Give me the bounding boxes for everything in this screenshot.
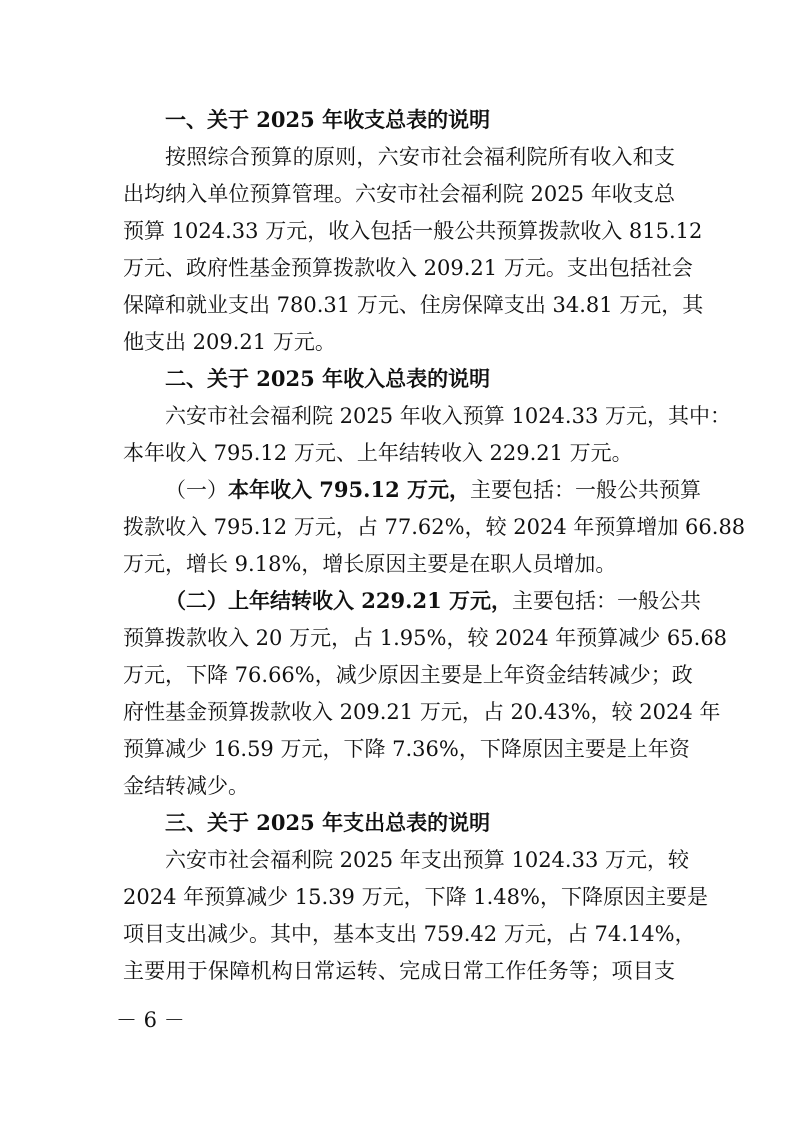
- page-number: － 6 －: [116, 1008, 185, 1032]
- paragraph-line: 拨款收入 795.12 万元，占 77.62%，较 2024 年预算增加 66.88: [123, 515, 746, 539]
- paragraph-line: 他支出 209.21 万元。: [123, 330, 336, 354]
- section-heading-2: 二、关于 2025 年收入总表的说明: [165, 366, 491, 391]
- paragraph-line: 保障和就业支出 780.31 万元、住房保障支出 34.81 万元，其: [123, 293, 704, 317]
- paragraph-line: 2024 年预算减少 15.39 万元，下降 1.48%，下降原因主要是: [123, 885, 708, 909]
- paragraph-line: 预算 1024.33 万元，收入包括一般公共预算拨款收入 815.12: [123, 219, 703, 243]
- subsection-1-line: [165, 473, 701, 507]
- paragraph-line: 府性基金预算拨款收入 209.21 万元，占 20.43%，较 2024 年: [123, 700, 721, 724]
- paragraph-line: 预算减少 16.59 万元，下降 7.36%，下降原因主要是上年资: [123, 737, 690, 761]
- subsection-1-title: 本年收入 795.12 万元，: [228, 477, 470, 502]
- section-heading-1: 一、关于 2025 年收支总表的说明: [165, 107, 491, 132]
- paragraph-line: 预算拨款收入 20 万元，占 1.95%，较 2024 年预算减少 65.68: [123, 626, 728, 650]
- paragraph-line: 万元、政府性基金预算拨款收入 209.21 万元。支出包括社会: [123, 256, 693, 280]
- subsection-2-title: （二）上年结转收入 229.21 万元，: [165, 588, 512, 613]
- section-heading-3: 三、关于 2025 年支出总表的说明: [165, 810, 491, 835]
- paragraph-line: 万元，下降 76.66%，减少原因主要是上年资金结转减少；政: [123, 663, 693, 687]
- paragraph-line: 本年收入 795.12 万元、上年结转收入 229.21 万元。: [123, 441, 633, 465]
- subsection-1-label: （一）: [165, 478, 228, 502]
- paragraph-line: 出均纳入单位预算管理。六安市社会福利院 2025 年收支总: [123, 182, 675, 206]
- paragraph-line: 按照综合预算的原则，六安市社会福利院所有收入和支: [165, 145, 675, 169]
- paragraph-line: 六安市社会福利院 2025 年支出预算 1024.33 万元，较: [165, 848, 689, 872]
- paragraph-line: 项目支出减少。其中，基本支出 759.42 万元，占 74.14%，: [123, 922, 696, 946]
- paragraph-line: 主要用于保障机构日常运转、完成日常工作任务等；项目支: [123, 959, 675, 983]
- paragraph-line: 万元，增长 9.18%，增长原因主要是在职人员增加。: [123, 552, 617, 576]
- subsection-2-text: 主要包括：一般公共: [512, 589, 701, 613]
- paragraph-line: 金结转减少。: [123, 774, 249, 798]
- paragraph-line: 六安市社会福利院 2025 年收入预算 1024.33 万元，其中：: [165, 404, 731, 428]
- subsection-1-text: 主要包括：一般公共预算: [470, 478, 701, 502]
- subsection-2-line: [165, 584, 701, 618]
